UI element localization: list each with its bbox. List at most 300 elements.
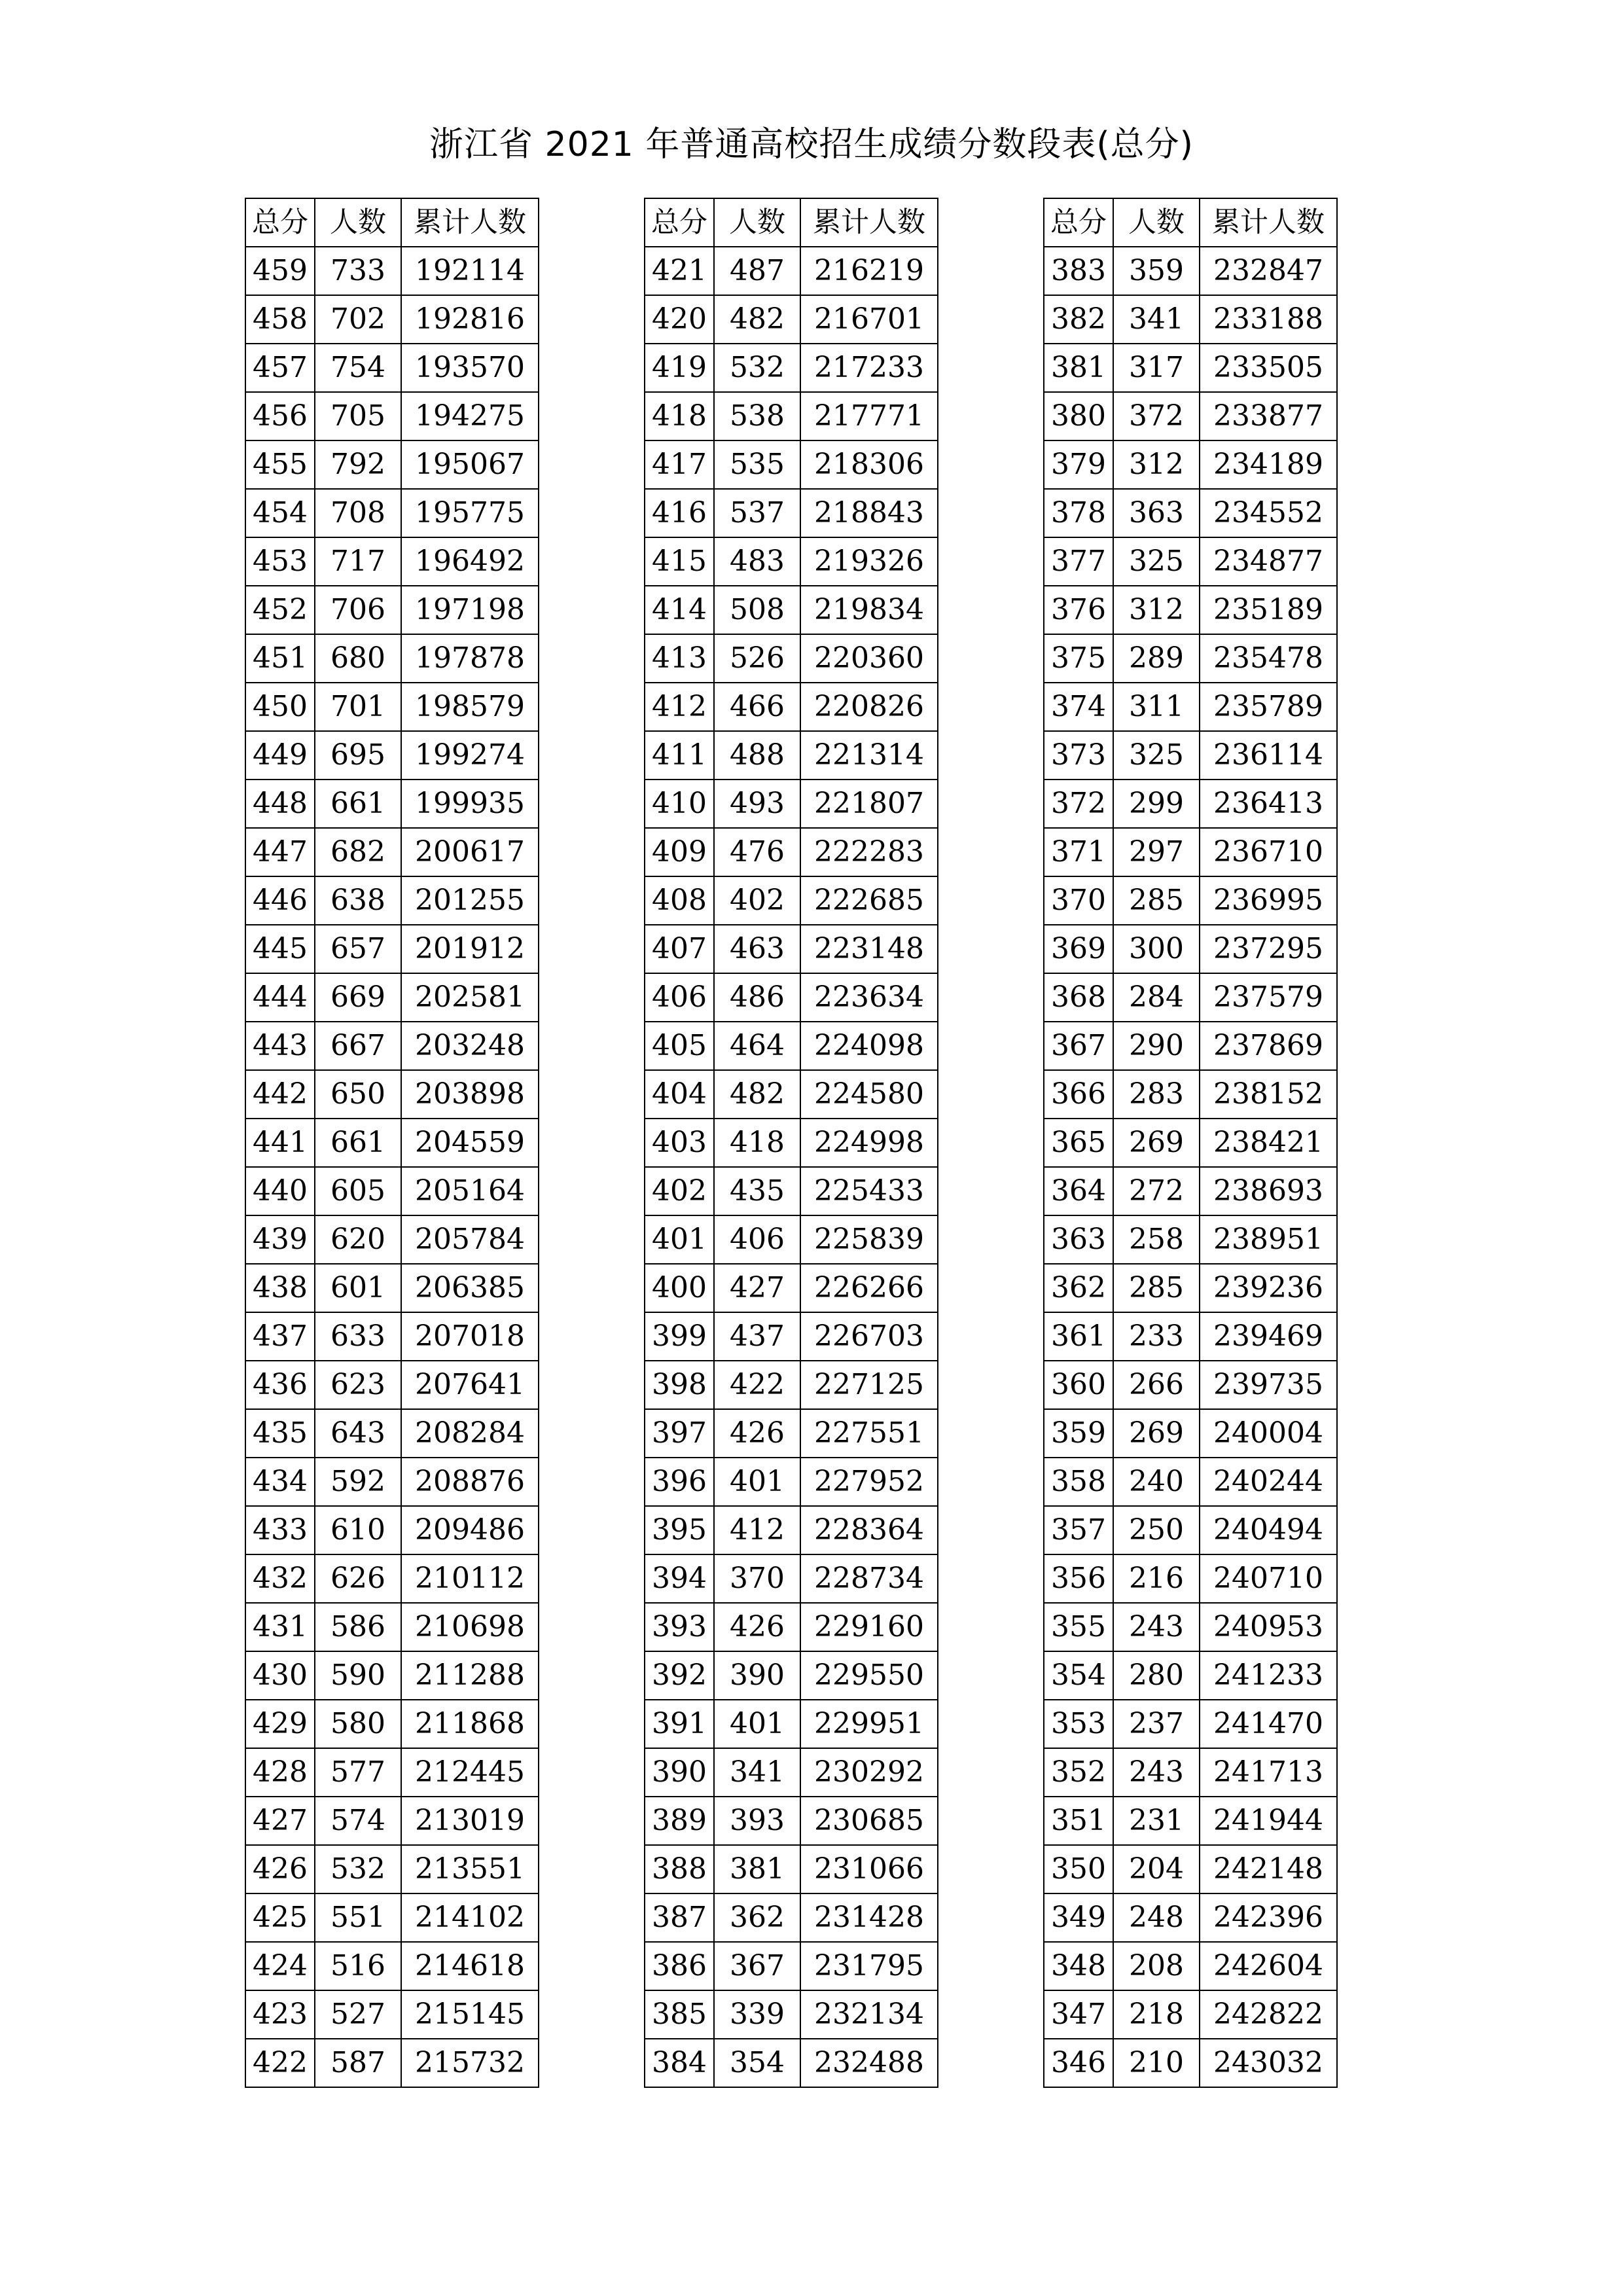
header-score: 总分 <box>645 198 714 247</box>
score-cell: 409 <box>645 828 714 876</box>
score-cell: 385 <box>645 1990 714 2039</box>
count-cell: 626 <box>315 1554 401 1603</box>
score-cell: 354 <box>1044 1651 1113 1700</box>
table-row <box>1044 1506 1337 1554</box>
cumulative-cell: 199274 <box>401 731 539 780</box>
table-row <box>245 731 539 780</box>
count-cell: 705 <box>315 392 401 440</box>
cumulative-cell: 213551 <box>401 1845 539 1893</box>
score-cell: 366 <box>1044 1070 1113 1119</box>
score-cell: 446 <box>245 876 315 925</box>
table-row <box>1044 925 1337 973</box>
count-cell: 532 <box>714 344 800 392</box>
cumulative-cell: 241470 <box>1200 1700 1337 1748</box>
count-cell: 269 <box>1113 1409 1200 1458</box>
cumulative-cell: 239469 <box>1200 1312 1337 1361</box>
score-cell: 376 <box>1044 586 1113 634</box>
score-cell: 433 <box>245 1506 315 1554</box>
score-cell: 438 <box>245 1264 315 1312</box>
table-row <box>1044 634 1337 683</box>
table-row <box>1044 537 1337 586</box>
cumulative-cell: 202581 <box>401 973 539 1022</box>
table-row <box>1044 1215 1337 1264</box>
score-cell: 381 <box>1044 344 1113 392</box>
cumulative-cell: 240710 <box>1200 1554 1337 1603</box>
cumulative-cell: 201255 <box>401 876 539 925</box>
cumulative-cell: 196492 <box>401 537 539 586</box>
cumulative-cell: 236995 <box>1200 876 1337 925</box>
score-cell: 427 <box>245 1797 315 1845</box>
score-cell: 350 <box>1044 1845 1113 1893</box>
cumulative-cell: 239236 <box>1200 1264 1337 1312</box>
table-row <box>645 1893 938 1942</box>
cumulative-cell: 239735 <box>1200 1361 1337 1409</box>
table-row <box>245 344 539 392</box>
score-cell: 356 <box>1044 1554 1113 1603</box>
score-cell: 454 <box>245 489 315 537</box>
table-row <box>645 1361 938 1409</box>
score-cell: 452 <box>245 586 315 634</box>
score-cell: 359 <box>1044 1409 1113 1458</box>
table-row <box>645 1312 938 1361</box>
count-cell: 610 <box>315 1506 401 1554</box>
header-score: 总分 <box>1044 198 1113 247</box>
score-cell: 386 <box>645 1942 714 1990</box>
score-cell: 391 <box>645 1700 714 1748</box>
count-cell: 381 <box>714 1845 800 1893</box>
count-cell: 680 <box>315 634 401 683</box>
score-table-2 <box>644 198 938 2088</box>
table-row <box>645 1845 938 1893</box>
table-row <box>245 1942 539 1990</box>
table-row <box>245 1603 539 1651</box>
cumulative-cell: 242396 <box>1200 1893 1337 1942</box>
count-cell: 372 <box>1113 392 1200 440</box>
table-row <box>645 1070 938 1119</box>
score-cell: 389 <box>645 1797 714 1845</box>
score-cell: 377 <box>1044 537 1113 586</box>
table-row <box>645 876 938 925</box>
cumulative-cell: 235789 <box>1200 683 1337 731</box>
count-cell: 363 <box>1113 489 1200 537</box>
cumulative-cell: 205164 <box>401 1167 539 1215</box>
table-row <box>1044 586 1337 634</box>
count-cell: 463 <box>714 925 800 973</box>
cumulative-cell: 229550 <box>800 1651 938 1700</box>
cumulative-cell: 217771 <box>800 392 938 440</box>
score-cell: 437 <box>245 1312 315 1361</box>
score-cell: 396 <box>645 1458 714 1506</box>
score-cell: 443 <box>245 1022 315 1070</box>
score-cell: 362 <box>1044 1264 1113 1312</box>
score-cell: 363 <box>1044 1215 1113 1264</box>
count-cell: 289 <box>1113 634 1200 683</box>
cumulative-cell: 221807 <box>800 780 938 828</box>
count-cell: 412 <box>714 1506 800 1554</box>
cumulative-cell: 242822 <box>1200 1990 1337 2039</box>
cumulative-cell: 215732 <box>401 2039 539 2087</box>
cumulative-cell: 193570 <box>401 344 539 392</box>
cumulative-cell: 218843 <box>800 489 938 537</box>
cumulative-cell: 240004 <box>1200 1409 1337 1458</box>
cumulative-cell: 230292 <box>800 1748 938 1797</box>
table-row <box>645 344 938 392</box>
score-cell: 431 <box>245 1603 315 1651</box>
count-cell: 210 <box>1113 2039 1200 2087</box>
table-row <box>245 1554 539 1603</box>
cumulative-cell: 236413 <box>1200 780 1337 828</box>
cumulative-cell: 237295 <box>1200 925 1337 973</box>
cumulative-cell: 236114 <box>1200 731 1337 780</box>
table-row <box>245 1167 539 1215</box>
count-cell: 708 <box>315 489 401 537</box>
count-cell: 426 <box>714 1603 800 1651</box>
cumulative-cell: 232488 <box>800 2039 938 2087</box>
cumulative-cell: 228364 <box>800 1506 938 1554</box>
score-cell: 404 <box>645 1070 714 1119</box>
count-cell: 717 <box>315 537 401 586</box>
table-row <box>245 973 539 1022</box>
cumulative-cell: 219326 <box>800 537 938 586</box>
cumulative-cell: 231428 <box>800 1893 938 1942</box>
cumulative-cell: 212445 <box>401 1748 539 1797</box>
cumulative-cell: 224580 <box>800 1070 938 1119</box>
score-cell: 435 <box>245 1409 315 1458</box>
count-cell: 402 <box>714 876 800 925</box>
header-count: 人数 <box>315 198 401 247</box>
table-row <box>1044 1458 1337 1506</box>
count-cell: 487 <box>714 247 800 295</box>
count-cell: 695 <box>315 731 401 780</box>
score-cell: 397 <box>645 1409 714 1458</box>
score-cell: 365 <box>1044 1119 1113 1167</box>
count-cell: 208 <box>1113 1942 1200 1990</box>
score-cell: 360 <box>1044 1361 1113 1409</box>
count-cell: 204 <box>1113 1845 1200 1893</box>
count-cell: 701 <box>315 683 401 731</box>
table-row <box>645 1554 938 1603</box>
score-cell: 449 <box>245 731 315 780</box>
cumulative-cell: 230685 <box>800 1797 938 1845</box>
table-row <box>1044 1409 1337 1458</box>
table-row <box>645 828 938 876</box>
cumulative-cell: 237869 <box>1200 1022 1337 1070</box>
count-cell: 437 <box>714 1312 800 1361</box>
count-cell: 243 <box>1113 1603 1200 1651</box>
table-row <box>645 489 938 537</box>
cumulative-cell: 224098 <box>800 1022 938 1070</box>
score-cell: 355 <box>1044 1603 1113 1651</box>
score-cell: 347 <box>1044 1990 1113 2039</box>
cumulative-cell: 211288 <box>401 1651 539 1700</box>
count-cell: 464 <box>714 1022 800 1070</box>
count-cell: 248 <box>1113 1893 1200 1942</box>
count-cell: 706 <box>315 586 401 634</box>
count-cell: 325 <box>1113 537 1200 586</box>
table-row <box>1044 1990 1337 2039</box>
score-cell: 401 <box>645 1215 714 1264</box>
count-cell: 401 <box>714 1700 800 1748</box>
cumulative-cell: 222283 <box>800 828 938 876</box>
table-row <box>1044 1022 1337 1070</box>
cumulative-cell: 222685 <box>800 876 938 925</box>
cumulative-cell: 227551 <box>800 1409 938 1458</box>
score-cell: 379 <box>1044 440 1113 489</box>
table-row <box>245 1845 539 1893</box>
score-cell: 413 <box>645 634 714 683</box>
count-cell: 538 <box>714 392 800 440</box>
cumulative-cell: 240494 <box>1200 1506 1337 1554</box>
score-cell: 373 <box>1044 731 1113 780</box>
count-cell: 311 <box>1113 683 1200 731</box>
table-row <box>245 392 539 440</box>
table-row <box>1044 1312 1337 1361</box>
cumulative-cell: 197878 <box>401 634 539 683</box>
cumulative-cell: 241713 <box>1200 1748 1337 1797</box>
cumulative-cell: 208284 <box>401 1409 539 1458</box>
table-row <box>1044 1797 1337 1845</box>
cumulative-cell: 229160 <box>800 1603 938 1651</box>
count-cell: 341 <box>714 1748 800 1797</box>
count-cell: 370 <box>714 1554 800 1603</box>
cumulative-cell: 213019 <box>401 1797 539 1845</box>
count-cell: 339 <box>714 1990 800 2039</box>
cumulative-cell: 217233 <box>800 344 938 392</box>
score-cell: 453 <box>245 537 315 586</box>
count-cell: 586 <box>315 1603 401 1651</box>
score-cell: 400 <box>645 1264 714 1312</box>
cumulative-cell: 207018 <box>401 1312 539 1361</box>
score-cell: 440 <box>245 1167 315 1215</box>
cumulative-cell: 234552 <box>1200 489 1337 537</box>
table-row <box>245 828 539 876</box>
table-row <box>245 1458 539 1506</box>
table-row <box>245 2039 539 2087</box>
table-row <box>645 537 938 586</box>
table-row <box>245 586 539 634</box>
score-cell: 369 <box>1044 925 1113 973</box>
score-cell: 422 <box>245 2039 315 2087</box>
cumulative-cell: 221314 <box>800 731 938 780</box>
table-row <box>1044 1167 1337 1215</box>
count-cell: 623 <box>315 1361 401 1409</box>
table-row <box>645 247 938 295</box>
count-cell: 508 <box>714 586 800 634</box>
cumulative-cell: 211868 <box>401 1700 539 1748</box>
score-cell: 423 <box>245 1990 315 2039</box>
score-cell: 434 <box>245 1458 315 1506</box>
score-cell: 426 <box>245 1845 315 1893</box>
table-row <box>645 295 938 344</box>
table-row <box>245 1748 539 1797</box>
score-cell: 451 <box>245 634 315 683</box>
table-row <box>245 1361 539 1409</box>
score-cell: 419 <box>645 344 714 392</box>
score-cell: 412 <box>645 683 714 731</box>
table-row <box>1044 1361 1337 1409</box>
score-cell: 417 <box>645 440 714 489</box>
score-cell: 420 <box>645 295 714 344</box>
table-row <box>1044 1748 1337 1797</box>
cumulative-cell: 238152 <box>1200 1070 1337 1119</box>
cumulative-cell: 231795 <box>800 1942 938 1990</box>
cumulative-cell: 200617 <box>401 828 539 876</box>
table-row <box>645 1651 938 1700</box>
table-row <box>1044 1893 1337 1942</box>
score-cell: 458 <box>245 295 315 344</box>
score-cell: 455 <box>245 440 315 489</box>
header-count: 人数 <box>714 198 800 247</box>
cumulative-cell: 229951 <box>800 1700 938 1748</box>
score-cell: 414 <box>645 586 714 634</box>
table-row <box>645 1990 938 2039</box>
count-cell: 486 <box>714 973 800 1022</box>
count-cell: 299 <box>1113 780 1200 828</box>
table-row <box>1044 828 1337 876</box>
count-cell: 240 <box>1113 1458 1200 1506</box>
count-cell: 669 <box>315 973 401 1022</box>
table-row <box>245 247 539 295</box>
score-cell: 393 <box>645 1603 714 1651</box>
header-cumulative: 累计人数 <box>1200 198 1337 247</box>
cumulative-cell: 210698 <box>401 1603 539 1651</box>
cumulative-cell: 226703 <box>800 1312 938 1361</box>
count-cell: 341 <box>1113 295 1200 344</box>
cumulative-cell: 209486 <box>401 1506 539 1554</box>
count-cell: 661 <box>315 1119 401 1167</box>
score-cell: 408 <box>645 876 714 925</box>
count-cell: 476 <box>714 828 800 876</box>
table-row <box>645 731 938 780</box>
score-cell: 399 <box>645 1312 714 1361</box>
count-cell: 362 <box>714 1893 800 1942</box>
count-cell: 285 <box>1113 876 1200 925</box>
count-cell: 482 <box>714 295 800 344</box>
score-cell: 353 <box>1044 1700 1113 1748</box>
cumulative-cell: 192816 <box>401 295 539 344</box>
cumulative-cell: 220826 <box>800 683 938 731</box>
count-cell: 535 <box>714 440 800 489</box>
cumulative-cell: 225839 <box>800 1215 938 1264</box>
cumulative-cell: 214618 <box>401 1942 539 1990</box>
count-cell: 605 <box>315 1167 401 1215</box>
table-row <box>1044 344 1337 392</box>
count-cell: 643 <box>315 1409 401 1458</box>
count-cell: 269 <box>1113 1119 1200 1167</box>
cumulative-cell: 203248 <box>401 1022 539 1070</box>
cumulative-cell: 242148 <box>1200 1845 1337 1893</box>
score-cell: 388 <box>645 1845 714 1893</box>
header-score: 总分 <box>245 198 315 247</box>
table-row <box>645 973 938 1022</box>
score-cell: 358 <box>1044 1458 1113 1506</box>
count-cell: 516 <box>315 1942 401 1990</box>
score-cell: 410 <box>645 780 714 828</box>
score-cell: 436 <box>245 1361 315 1409</box>
table-row <box>245 1215 539 1264</box>
score-cell: 370 <box>1044 876 1113 925</box>
table-row <box>645 1167 938 1215</box>
score-table-3 <box>1043 198 1338 2088</box>
score-cell: 375 <box>1044 634 1113 683</box>
table-row <box>245 634 539 683</box>
cumulative-cell: 195775 <box>401 489 539 537</box>
table-row <box>1044 1942 1337 1990</box>
table-row <box>245 683 539 731</box>
table-row <box>245 925 539 973</box>
table-row <box>245 295 539 344</box>
cumulative-cell: 207641 <box>401 1361 539 1409</box>
cumulative-cell: 201912 <box>401 925 539 973</box>
cumulative-cell: 220360 <box>800 634 938 683</box>
cumulative-cell: 241944 <box>1200 1797 1337 1845</box>
count-cell: 792 <box>315 440 401 489</box>
count-cell: 527 <box>315 1990 401 2039</box>
count-cell: 233 <box>1113 1312 1200 1361</box>
table-row <box>645 1409 938 1458</box>
table-row <box>645 1700 938 1748</box>
score-cell: 459 <box>245 247 315 295</box>
cumulative-cell: 218306 <box>800 440 938 489</box>
cumulative-cell: 228734 <box>800 1554 938 1603</box>
score-cell: 348 <box>1044 1942 1113 1990</box>
table-row <box>645 1748 938 1797</box>
count-cell: 483 <box>714 537 800 586</box>
score-cell: 457 <box>245 344 315 392</box>
table-row <box>645 780 938 828</box>
score-cell: 448 <box>245 780 315 828</box>
score-cell: 425 <box>245 1893 315 1942</box>
score-cell: 382 <box>1044 295 1113 344</box>
count-cell: 243 <box>1113 1748 1200 1797</box>
cumulative-cell: 206385 <box>401 1264 539 1312</box>
table-row <box>245 489 539 537</box>
count-cell: 577 <box>315 1748 401 1797</box>
table-row <box>245 1700 539 1748</box>
score-cell: 429 <box>245 1700 315 1748</box>
table-row <box>245 1893 539 1942</box>
count-cell: 426 <box>714 1409 800 1458</box>
count-cell: 250 <box>1113 1506 1200 1554</box>
table-row <box>645 440 938 489</box>
cumulative-cell: 223634 <box>800 973 938 1022</box>
cumulative-cell: 216219 <box>800 247 938 295</box>
table-row <box>1044 247 1337 295</box>
table-row <box>1044 2039 1337 2087</box>
cumulative-cell: 219834 <box>800 586 938 634</box>
count-cell: 283 <box>1113 1070 1200 1119</box>
score-cell: 383 <box>1044 247 1113 295</box>
table-row <box>245 1070 539 1119</box>
score-cell: 364 <box>1044 1167 1113 1215</box>
count-cell: 466 <box>714 683 800 731</box>
table-row <box>245 1990 539 2039</box>
table-row <box>1044 683 1337 731</box>
count-cell: 537 <box>714 489 800 537</box>
cumulative-cell: 232847 <box>1200 247 1337 295</box>
score-cell: 456 <box>245 392 315 440</box>
table-row <box>1044 1554 1337 1603</box>
cumulative-cell: 192114 <box>401 247 539 295</box>
cumulative-cell: 198579 <box>401 683 539 731</box>
score-cell: 346 <box>1044 2039 1113 2087</box>
table-row <box>645 1506 938 1554</box>
cumulative-cell: 238693 <box>1200 1167 1337 1215</box>
cumulative-cell: 233188 <box>1200 295 1337 344</box>
table-row <box>645 634 938 683</box>
score-cell: 411 <box>645 731 714 780</box>
table-row <box>245 1022 539 1070</box>
